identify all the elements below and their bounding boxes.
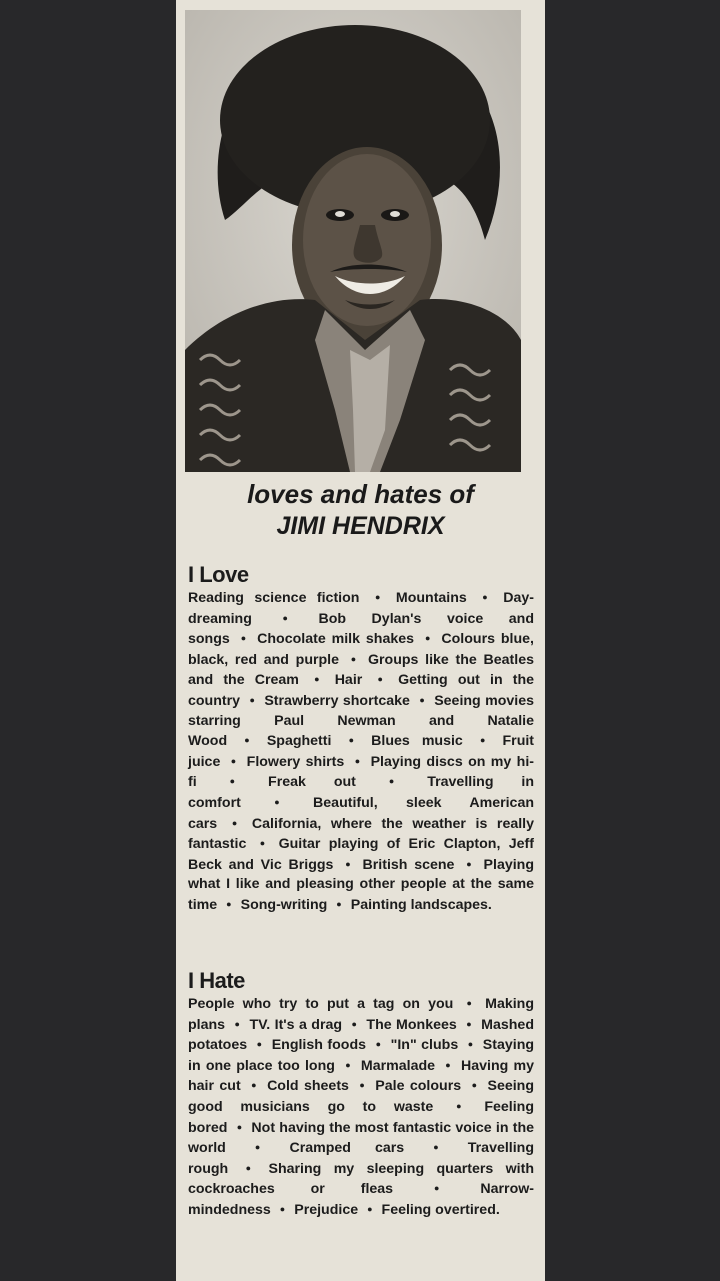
bullet-separator: [299, 672, 335, 688]
love-item: Flowery shirts: [246, 753, 345, 770]
love-item: Playing discs on my hi-fi: [188, 753, 534, 791]
bullet-separator: [359, 590, 395, 606]
bullet-separator: [230, 631, 257, 647]
hate-item: Narrow-mindedness: [188, 1181, 534, 1218]
bullet-separator: [217, 816, 252, 832]
hate-item: The Monkees: [366, 1016, 457, 1033]
bullet-separator: [366, 1037, 391, 1053]
hate-item: Travelling rough: [188, 1140, 535, 1177]
left-background: [0, 0, 176, 1281]
bullet-separator: [467, 590, 503, 606]
hate-item: Feeling bored: [188, 1098, 535, 1136]
headline-line-2: JIMI HENDRIX: [276, 512, 445, 540]
bullet-separator: [227, 733, 267, 749]
hate-item: Seeing good musicians go to waste: [188, 1078, 535, 1115]
love-item: California, where the weather is really fantastic: [188, 815, 534, 853]
love-section-title: I Love: [188, 562, 249, 587]
hate-item: Pale colours: [375, 1078, 462, 1095]
hate-item: Making plans: [188, 996, 534, 1033]
love-item: Hair: [334, 672, 363, 689]
love-item: Reading science fiction: [188, 590, 360, 606]
bullet-separator: [435, 1058, 461, 1074]
bullet-separator: [335, 1058, 361, 1074]
love-item: Song-writing: [240, 896, 328, 913]
bullet-separator: [227, 1120, 251, 1136]
hate-item: People who try to put a tag on you: [188, 996, 454, 1012]
love-item: Spaghetti: [266, 733, 332, 750]
hate-item: Not having the most fantastic voice in the world: [188, 1119, 535, 1157]
portrait-illustration: [185, 10, 521, 472]
love-item: Seeing movies starring Paul Newman and Natalie Wood: [188, 692, 534, 750]
love-item: Colours blue, black, red and purple: [188, 631, 534, 668]
bullet-separator: [331, 733, 371, 749]
hate-item: Sharing my sleeping quarters with cockroaches or fleas: [188, 1160, 535, 1198]
love-list: [188, 588, 534, 916]
love-item: Groups like the Beatles and the Cream: [188, 651, 534, 689]
hate-section: [188, 968, 534, 1221]
love-item: Bob Dylan's voice and songs: [188, 610, 534, 648]
love-item: Day-dreaming: [188, 590, 534, 627]
love-item: Strawberry shortcake: [264, 692, 410, 709]
bullet-separator: [333, 857, 362, 873]
hate-item: Prejudice: [294, 1201, 359, 1218]
love-item: Chocolate milk shakes: [257, 631, 415, 648]
bullet-separator: [339, 652, 368, 668]
love-item: Freak out: [268, 774, 356, 791]
bullet-separator: [220, 754, 246, 770]
bullet-separator: [349, 1078, 375, 1094]
bullet-separator: [271, 1202, 294, 1218]
bullet-separator: [358, 1202, 381, 1218]
hate-item: Feeling overtired.: [381, 1201, 500, 1218]
headline-line-1: loves and hates of: [247, 479, 474, 509]
love-section: [188, 562, 534, 916]
bullet-separator: [463, 733, 503, 749]
love-item: Fruit juice: [188, 733, 535, 770]
love-item: Painting landscapes.: [350, 896, 492, 913]
bullet-separator: [362, 672, 398, 688]
love-item: Playing what I like and pleasing other people at the same time: [188, 856, 535, 913]
bullet-separator: [356, 774, 427, 790]
bullet-separator: [241, 1078, 267, 1094]
hate-item: Staying in one place too long: [188, 1037, 535, 1074]
headline: [176, 478, 545, 542]
hate-list: [188, 994, 534, 1221]
bullet-separator: [225, 1017, 249, 1033]
bullet-separator: [461, 1078, 487, 1094]
bullet-separator: [247, 1037, 272, 1053]
bullet-separator: [197, 774, 268, 790]
bullet-separator: [454, 857, 483, 873]
bullet-separator: [241, 795, 313, 811]
bullet-separator: [228, 1161, 268, 1177]
bullet-separator: [458, 1037, 483, 1053]
bullet-separator: [457, 1017, 481, 1033]
hate-item: Cold sheets: [267, 1078, 349, 1095]
love-item: Blues music: [371, 733, 463, 750]
bullet-separator: [414, 631, 441, 647]
love-item: Getting out in the country: [188, 672, 535, 709]
bullet-separator: [226, 1140, 290, 1156]
hate-item: Cramped cars: [289, 1140, 405, 1157]
bullet-separator: [252, 611, 319, 627]
love-item: Guitar playing of Eric Clapton, Jeff Beck and Vic Briggs: [188, 836, 534, 873]
bullet-separator: [240, 693, 264, 709]
hate-item: English foods: [271, 1037, 367, 1054]
hate-item: TV. It's a drag: [249, 1016, 343, 1033]
bullet-separator: [344, 754, 370, 770]
love-item: British scene: [362, 856, 455, 873]
portrait-photo: [185, 10, 521, 472]
bullet-separator: [433, 1099, 484, 1115]
hate-item: Having my hair cut: [188, 1057, 535, 1095]
hate-item: "In" clubs: [390, 1037, 459, 1054]
bullet-separator: [410, 693, 434, 709]
bullet-separator: [217, 897, 240, 913]
love-item: Beautiful, sleek American cars: [188, 794, 534, 832]
bullet-separator: [246, 836, 278, 852]
hate-item: Marmalade: [360, 1057, 436, 1074]
newspaper-clipping: [176, 0, 545, 1281]
bullet-separator: [393, 1181, 480, 1197]
bullet-separator: [342, 1017, 366, 1033]
hate-section-title: I Hate: [188, 968, 245, 993]
bullet-separator: [404, 1140, 468, 1156]
right-background: [545, 0, 720, 1281]
love-item: Travelling in comfort: [188, 774, 534, 811]
bullet-separator: [453, 996, 485, 1012]
love-item: Mountains: [395, 590, 467, 606]
hate-item: Mashed potatoes: [188, 1016, 534, 1054]
bullet-separator: [327, 897, 350, 913]
